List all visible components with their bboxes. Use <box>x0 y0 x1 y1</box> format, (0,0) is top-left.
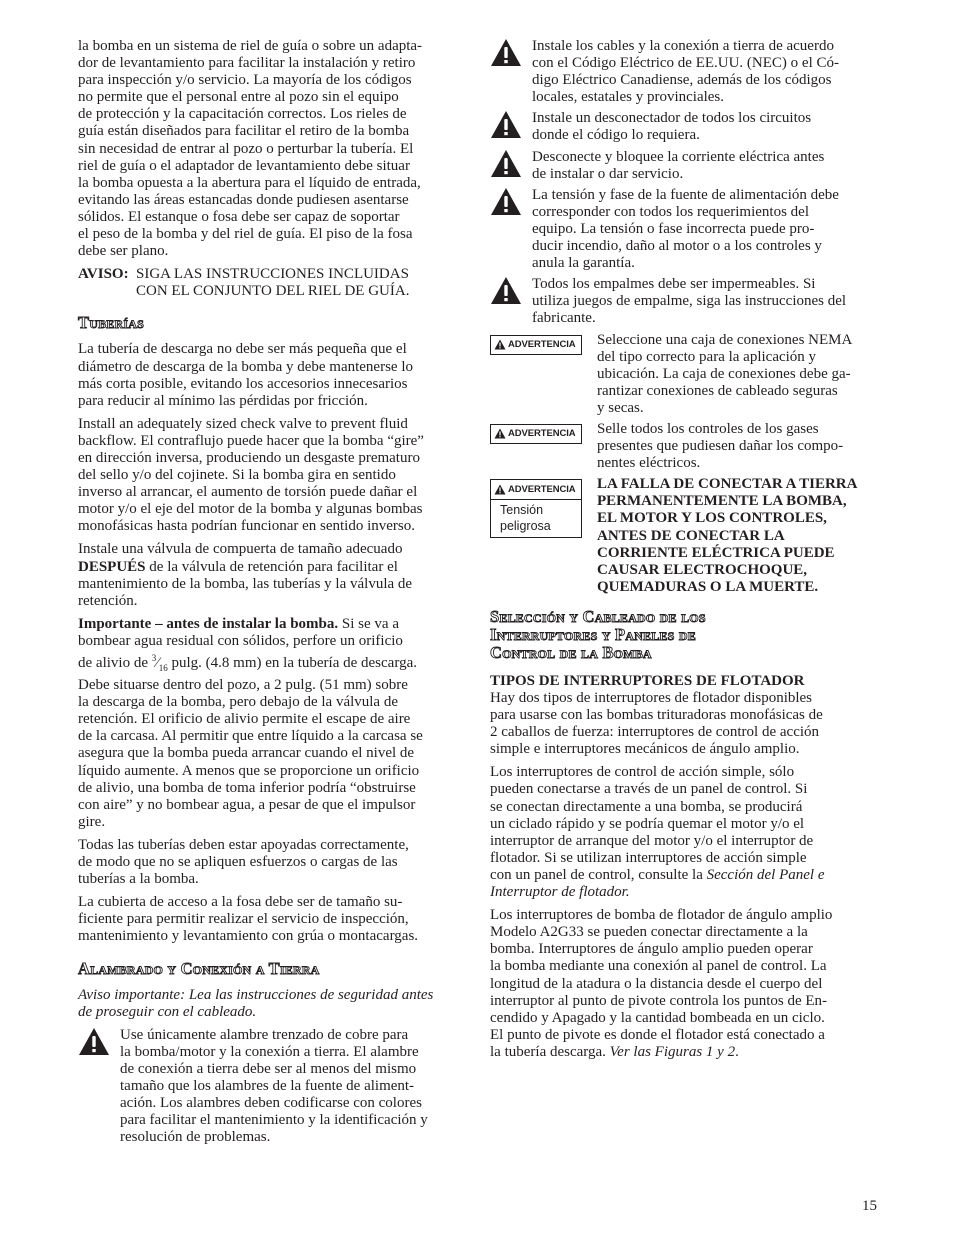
text-line: PERMANENTEMENTE LA BOMBA, <box>597 493 847 510</box>
advertencia-tension-text <box>597 476 857 596</box>
text-line: de protección y la capacitación correctos. Los rieles de <box>78 106 407 123</box>
text-line: sin necesidad de entrar al pozo o perturbar la tubería. El <box>78 140 414 157</box>
text-line: donde el código lo requiera. <box>532 127 700 144</box>
p3-last-post: . <box>735 1043 739 1060</box>
text-line: con aire” y no bombear agua, a pesar de que el impulsor <box>78 796 416 813</box>
tuberias-p1 <box>78 341 464 409</box>
text-line: Hay dos tipos de interruptores de flotador disponibles <box>490 690 813 706</box>
text-line: mantenimiento de la bomba, las tuberías y la válvula de <box>78 575 413 592</box>
warning-copper-wire <box>78 1027 464 1147</box>
text-line: CORRIENTE ELÉCTRICA PUEDE <box>597 544 835 561</box>
tension-peligrosa-label <box>491 500 581 537</box>
advertencia-tension <box>490 476 880 596</box>
text-line: Control de la Bomba <box>490 642 652 662</box>
text-line: backflow. El contraflujo puede hacer que la bomba “gire” <box>78 432 424 449</box>
text-line: la bomba/motor y la conexión a tierra. El alambre <box>120 1043 419 1060</box>
advertencia-label: ADVERTENCIA <box>508 428 576 440</box>
text-line: Interruptores y Paneles de <box>490 624 696 644</box>
text-line: cendido y Apagado y la cantidad bombeada en un ciclo. <box>490 1009 825 1026</box>
text-line: diámetro de descarga de la bomba y debe mantenerse lo <box>78 358 414 375</box>
warning-triangle-icon <box>490 149 532 183</box>
text-line: Aviso importante: Lea las instrucciones de seguridad antes <box>78 986 434 1003</box>
text-line: de conexión a tierra debe ser al menos del mismo <box>120 1060 417 1077</box>
text-line: rantizar conexiones de cableado seguras <box>597 382 838 399</box>
warning-triangle-icon <box>490 187 532 272</box>
text-line: evitando las áreas estancadas donde pudiesen asentarse <box>78 191 409 208</box>
advertencia-label: ADVERTENCIA <box>508 484 576 496</box>
page-number: 15 <box>862 1198 877 1214</box>
text-line: mantenimiento y levantamiento con grúa o montacargas. <box>78 928 419 945</box>
text-line: utiliza juegos de empalme, siga las instrucciones del <box>532 293 847 310</box>
text-line: líquido aumente. A menos que se proporcione un orificio <box>78 762 420 779</box>
seleccion-p1 <box>490 690 880 758</box>
warning-triangle-icon <box>494 339 506 350</box>
text-line: el peso de la bomba y del riel de guía. El piso de la fosa <box>78 226 413 243</box>
text-line: y secas. <box>597 399 644 416</box>
text-line: locales, estatales y provinciales. <box>532 89 725 106</box>
tipos-subheading: TIPOS DE INTERRUPTORES DE FLOTADOR <box>490 672 805 689</box>
text-line: monofásicas hasta podrían funcionar en sentido inverso. <box>78 518 415 535</box>
text-line: un ciclado rápido y se podría quemar el motor y/o el <box>490 815 805 832</box>
text-line: con el Código Eléctrico de EE.UU. (NEC) o el Có- <box>532 55 840 72</box>
text-line: Seleccione una caja de conexiones NEMA <box>597 331 853 348</box>
text-line: La tubería de descarga no debe ser más pequeña que el <box>78 341 407 358</box>
text-line: simple e interruptores mecánicos de ángulo amplio. <box>490 741 800 758</box>
text-line: no permite que el personal entre al pozo sin el equipo <box>78 89 399 106</box>
p2-lines <box>490 764 880 867</box>
text-line: sólidos. El estanque o fosa debe ser capaz de soportar <box>78 208 400 225</box>
p4-rest <box>78 677 464 831</box>
text-line: resolución de problemas. <box>120 1129 271 1146</box>
text-line: equipo. La tensión o fase incorrecta puede pro- <box>532 220 815 237</box>
text-line: QUEMADURAS O LA MUERTE. <box>597 578 819 595</box>
text-line: para reducir al mínimo las pérdidas por fricción. <box>78 392 368 409</box>
text-line: ficiente para permitir realizar el servicio de inspección, <box>78 911 409 928</box>
text-line: presentes que pudiesen dañar los compo- <box>597 438 844 455</box>
text-line: fabricante. <box>532 310 596 327</box>
advertencia-nema <box>490 332 880 417</box>
text-line: guía están diseñados para facilitar el retiro de la bomba <box>78 123 410 140</box>
text-line: digo Eléctrico Canadiense, además de los códigos <box>532 72 832 89</box>
text-line: gire. <box>78 813 106 830</box>
text-line: anula la garantía. <box>532 255 635 272</box>
text-line: Instale los cables y la conexión a tierra de acuerdo <box>532 38 834 54</box>
text-line: bomba. Interruptores de ángulo amplio pueden operar <box>490 941 813 958</box>
text-line: para usarse con las bombas trituradoras monofásicas de <box>490 707 823 724</box>
text-line: longitud de la atadura o la distancia desde el cuerpo del <box>490 975 823 992</box>
text-line: interruptor al punto de pivote controla los puntos de En- <box>490 992 828 1009</box>
text-line: para inspección y/o servicio. La mayoría de los códigos <box>78 72 412 89</box>
p3-rest <box>78 576 464 610</box>
text-line: ANTES DE CONECTAR LA <box>597 527 785 544</box>
warning-text <box>532 38 880 106</box>
text-line: 2 caballos de fuerza: interruptores de control de acción <box>490 724 820 741</box>
warning-item <box>490 149 880 183</box>
p3-last-pre: la tubería descarga. <box>490 1043 610 1060</box>
text-line: retención. <box>78 592 138 609</box>
p4-line2: bombear agua residual con sólidos, perfore un orificio <box>78 632 403 649</box>
text-line: de modo que no se apliquen esfuerzos o cargas de las <box>78 854 398 871</box>
text-line: Use únicamente alambre trenzado de cobre para <box>120 1026 409 1043</box>
text-line: la bomba opuesta a la abertura para el líquido de entrada, <box>78 174 421 191</box>
text-line: corresponder con todos los requerimientos del <box>532 203 810 220</box>
text-line: Selle todos los controles de los gases <box>597 420 819 437</box>
text-line: debe ser plano. <box>78 243 169 260</box>
text-line: El punto de pivote es donde el flotador está conectado a <box>490 1026 825 1043</box>
text-line: CAUSAR ELECTROCHOQUE, <box>597 561 808 578</box>
advertencia-gases <box>490 421 880 472</box>
text-line: la bomba en un sistema de riel de guía o sobre un adapta- <box>78 38 423 54</box>
text-line: Todas las tuberías deben estar apoyadas correctamente, <box>78 836 409 853</box>
text-line: Todos los empalmes debe ser impermeables. Si <box>532 276 816 293</box>
intro-paragraph <box>78 38 464 260</box>
advertencia-badge <box>490 424 582 444</box>
text-line: se conectan directamente a una bomba, se producirá <box>490 798 803 815</box>
text-line: Tensión <box>500 503 544 518</box>
warning-triangle-icon <box>494 428 506 439</box>
text-line: del tipo correcto para la aplicación y <box>597 348 817 365</box>
alambrado-heading: Alambrado y Conexión a Tierra <box>78 958 320 978</box>
p3-last-line <box>490 1044 880 1061</box>
p4-line3-post: pulg. (4.8 mm) en la tubería de descarga. <box>167 655 417 671</box>
text-line: motor y/o el eje del motor de la bomba y algunas bombas <box>78 501 423 518</box>
warning-triangle-icon <box>494 484 506 495</box>
warning-copper-text <box>120 1027 464 1147</box>
advertencia-badge <box>490 335 582 355</box>
text-line: tuberías a la bomba. <box>78 871 199 888</box>
text-line: flotador. Si se utilizan interruptores de acción simple <box>490 849 807 866</box>
text-line: de instalar o dar servicio. <box>532 165 684 182</box>
warning-triangle-icon <box>78 1027 120 1147</box>
text-line: La cubierta de acceso a la fosa debe ser de tamaño su- <box>78 894 403 911</box>
p2-line7-ital: Sección del Panel e <box>706 866 825 883</box>
p3-last-ital: Ver las Figuras 1 y 2 <box>609 1043 736 1060</box>
text-line: ubicación. La caja de conexiones debe ga- <box>597 365 851 382</box>
despues-bold: DESPUÉS <box>78 558 146 575</box>
advertencia-tension-box <box>490 479 582 538</box>
p4-line1-rest: Si se va a <box>338 615 399 632</box>
text-line: la descarga de la bomba, pero debajo de la válvula de <box>78 694 399 711</box>
frac-denominator: 16 <box>158 663 168 673</box>
p3-line1: Instale una válvula de compuerta de tamaño adecuado <box>78 541 403 558</box>
p3-line2-rest: de la válvula de retención para facilitar el <box>145 558 398 575</box>
advertencia-label: ADVERTENCIA <box>508 338 576 350</box>
text-line: para facilitar el mantenimiento y la identificación y <box>120 1112 428 1129</box>
text-line: Desconecte y bloquee la corriente eléctrica antes <box>532 148 825 165</box>
warning-triangle-icon <box>490 38 532 106</box>
p4-line3-pre: de alivio de <box>78 655 152 671</box>
warning-text <box>532 149 880 183</box>
text-line: Debe situarse dentro del pozo, a 2 pulg. (51 mm) sobre <box>78 677 408 694</box>
text-line: Modelo A2G33 se pueden conectar directamente a la <box>490 924 808 941</box>
text-line: Instale un desconectador de todos los circuitos <box>532 110 812 127</box>
text-line: riel de guía o el adaptador de levantamiento debe situar <box>78 157 410 174</box>
text-line: Selección y Cableado de los <box>490 606 706 626</box>
text-line: Install an adequately sized check valve to prevent fluid <box>78 415 408 432</box>
seleccion-p3 <box>490 907 880 1061</box>
aviso-label: AVISO: <box>78 266 129 283</box>
p2-line7 <box>490 867 880 884</box>
warning-triangle-icon <box>490 110 532 144</box>
left-column <box>78 38 464 1150</box>
seleccion-heading <box>490 608 880 662</box>
text-line: de la carcasa. Al permitir que entre líquido a la carcasa se <box>78 728 423 745</box>
advertencia-badge <box>491 480 581 500</box>
tuberias-p3 <box>78 541 464 609</box>
p4-line3: de alivio de $^3⁄_{16}$ pulg. (4.8 mm) en la tubería de descarga. <box>78 653 417 673</box>
p2-line7-pre: con un panel de control, consulte la <box>490 866 707 883</box>
alambrado-note <box>78 987 464 1021</box>
tuberias-p6 <box>78 894 464 945</box>
p2-line8: Interruptor de flotador. <box>490 884 630 901</box>
warning-text <box>532 276 880 327</box>
warning-item <box>490 38 880 106</box>
text-line: pueden conectarse a través de un panel de control. Si <box>490 781 808 798</box>
text-line: inverso al arrancar, el aumento de torsión puede dañar el <box>78 484 418 501</box>
warning-text <box>532 110 880 144</box>
text-line: La tensión y fase de la fuente de alimentación debe <box>532 186 839 203</box>
text-line: la bomba mediante una conexión al panel de control. La <box>490 958 827 975</box>
text-line: interruptor de arranque del motor y/o el interruptor de <box>490 832 814 849</box>
tuberias-p4 <box>78 616 464 831</box>
warning-item <box>490 187 880 272</box>
importante-bold: Importante – antes de instalar la bomba. <box>78 615 339 632</box>
p3-line2 <box>78 559 464 576</box>
text-line: asegura que la bomba pueda arrancar cuando el nivel de <box>78 745 415 762</box>
aviso-line2: CON EL CONJUNTO DEL RIEL DE GUÍA. <box>136 283 410 300</box>
text-line: ducir incendio, daño al motor o a los controles y <box>532 238 822 255</box>
text-line: ación. Los alambres deben codificarse con colores <box>120 1095 422 1112</box>
text-line: retención. El orificio de alivio permite el escape de aire <box>78 711 411 728</box>
tuberias-heading: Tuberías <box>78 313 144 333</box>
text-line: tamaño que los alambres de la fuente de aliment- <box>120 1077 415 1094</box>
advertencia-nema-text <box>597 332 852 417</box>
warning-item <box>490 276 880 327</box>
text-line: nentes eléctricos. <box>597 455 701 472</box>
advertencia-gases-text <box>597 421 843 472</box>
tuberias-p5 <box>78 837 464 888</box>
warning-text <box>532 187 880 272</box>
aviso-line1: SIGA LAS INSTRUCCIONES INCLUIDAS <box>136 266 409 283</box>
text-line: de alivio, una bomba de toma inferior podría “obstruirse <box>78 779 416 796</box>
seleccion-p2 <box>490 764 880 901</box>
tuberias-p2 <box>78 416 464 536</box>
warning-list <box>490 38 880 328</box>
text-line: en dirección inversa, produciendo un desgaste prematuro <box>78 449 420 466</box>
text-line: Los interruptores de bomba de flotador de ángulo amplio <box>490 907 833 924</box>
text-line: dor de levantamiento para facilitar la instalación y retiro <box>78 55 416 72</box>
text-line: LA FALLA DE CONECTAR A TIERRA <box>597 476 858 493</box>
text-line: del sello y/o del cojinete. Si la bomba gira en sentido <box>78 467 396 484</box>
text-line: peligrosa <box>500 519 551 534</box>
text-line: más corta posible, evitando los accesorios innecesarios <box>78 375 408 392</box>
p4-line1 <box>78 616 464 633</box>
p3-lines <box>490 907 880 1044</box>
aviso-note <box>78 266 464 283</box>
text-line: EL MOTOR Y LOS CONTROLES, <box>597 510 827 527</box>
frac-numerator: 3 <box>151 653 157 663</box>
right-column <box>490 38 880 1067</box>
warning-item <box>490 110 880 144</box>
warning-triangle-icon <box>490 276 532 327</box>
text-line: Los interruptores de control de acción simple, sólo <box>490 764 795 781</box>
text-line: de proseguir con el cableado. <box>78 1003 257 1020</box>
